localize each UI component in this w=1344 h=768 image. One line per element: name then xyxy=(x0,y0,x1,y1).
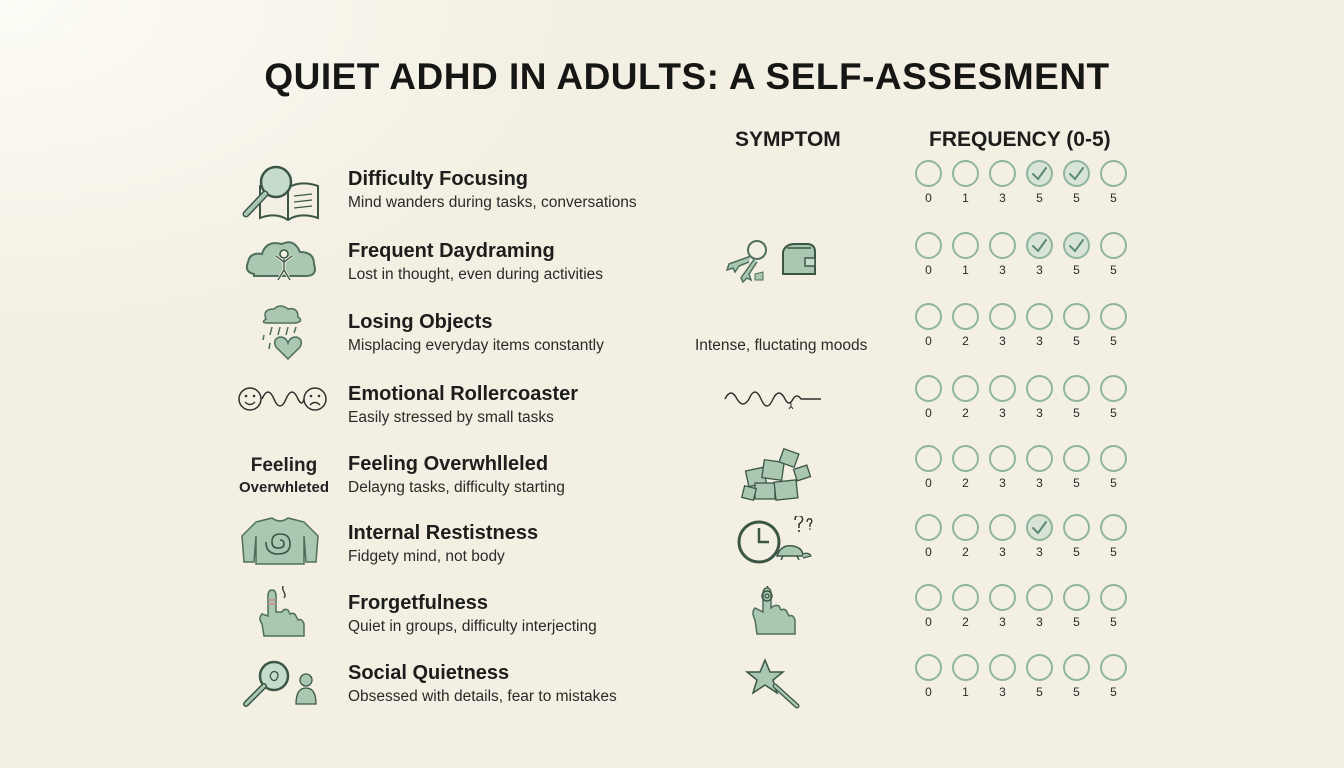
frequency-number: 3 xyxy=(999,685,1006,699)
wave-line-icon xyxy=(705,377,845,447)
frequency-option[interactable] xyxy=(1100,303,1127,330)
hand-spiral-icon xyxy=(705,586,845,656)
frequency-number: 2 xyxy=(962,615,969,629)
frequency-number: 5 xyxy=(1073,545,1080,559)
frequency-option[interactable] xyxy=(989,375,1016,402)
frequency-option[interactable] xyxy=(1063,514,1090,541)
frequency-option[interactable] xyxy=(989,654,1016,681)
frequency-option[interactable] xyxy=(1026,303,1053,330)
frequency-number: 2 xyxy=(962,406,969,420)
frequency-option[interactable] xyxy=(952,654,979,681)
assessment-row xyxy=(0,383,1344,453)
frequency-option[interactable] xyxy=(1063,445,1090,472)
frequency-option[interactable] xyxy=(1026,654,1053,681)
frequency-number: 5 xyxy=(1073,334,1080,348)
frequency-option[interactable] xyxy=(989,514,1016,541)
check-icon xyxy=(1068,237,1085,254)
frequency-scale xyxy=(915,445,1135,501)
frequency-option[interactable] xyxy=(915,584,942,611)
check-icon xyxy=(1068,165,1085,182)
frequency-option[interactable] xyxy=(1063,654,1090,681)
frequency-scale xyxy=(915,375,1135,431)
frequency-option[interactable] xyxy=(915,375,942,402)
frequency-number: 0 xyxy=(925,685,932,699)
row-description: Easily stressed by small tasks xyxy=(348,409,554,426)
frequency-option[interactable] xyxy=(1100,445,1127,472)
symptom-column-header: SYMPTOM xyxy=(735,128,841,151)
row-title: Feeling Overwhlleled xyxy=(348,453,549,475)
frequency-option-checked[interactable] xyxy=(1026,514,1053,541)
assessment-row xyxy=(0,592,1344,662)
frequency-scale xyxy=(915,232,1135,288)
frequency-number: 0 xyxy=(925,545,932,559)
star-wand-icon xyxy=(705,656,845,726)
frequency-number: 5 xyxy=(1036,191,1043,205)
frequency-number: 5 xyxy=(1110,191,1117,205)
magnifier-book-icon xyxy=(232,162,328,228)
row-title: Emotional Rollercoaster xyxy=(348,383,579,405)
row-description: Mind wanders during tasks, conversations xyxy=(348,194,637,211)
frequency-number: 5 xyxy=(1073,191,1080,205)
frequency-option[interactable] xyxy=(989,584,1016,611)
frequency-option[interactable] xyxy=(1100,232,1127,259)
row-description: Fidgety mind, not body xyxy=(348,548,505,565)
frequency-option[interactable] xyxy=(952,303,979,330)
frequency-option[interactable] xyxy=(915,514,942,541)
frequency-number: 3 xyxy=(1036,406,1043,420)
frequency-number: 0 xyxy=(925,615,932,629)
pile-of-boxes-icon xyxy=(705,447,845,517)
row-description: Obsessed with details, fear to mistakes xyxy=(348,688,617,705)
frequency-number: 3 xyxy=(1036,615,1043,629)
frequency-option[interactable] xyxy=(915,232,942,259)
frequency-number: 5 xyxy=(1110,615,1117,629)
sweater-spiral-icon xyxy=(232,516,328,582)
assessment-row xyxy=(0,311,1344,381)
frequency-option[interactable] xyxy=(1100,654,1127,681)
frequency-option-checked[interactable] xyxy=(1026,160,1053,187)
frequency-option[interactable] xyxy=(1100,514,1127,541)
frequency-number: 1 xyxy=(962,685,969,699)
frequency-number: 3 xyxy=(999,476,1006,490)
frequency-number: 2 xyxy=(962,545,969,559)
row-title: Frorgetfulness xyxy=(348,592,489,614)
frequency-number: 1 xyxy=(962,191,969,205)
frequency-number: 3 xyxy=(1036,476,1043,490)
frequency-number: 5 xyxy=(1110,685,1117,699)
frequency-option[interactable] xyxy=(915,160,942,187)
magnifier-person-icon xyxy=(232,656,328,722)
check-icon xyxy=(1031,519,1048,536)
frequency-number: 5 xyxy=(1036,685,1043,699)
row-description: Lost in thought, even during activities xyxy=(348,266,604,283)
check-icon xyxy=(1031,237,1048,254)
row-title: Social Quietness xyxy=(348,662,510,684)
assessment-row xyxy=(0,168,1344,238)
frequency-number: 3 xyxy=(999,191,1006,205)
assessment-row xyxy=(0,240,1344,310)
assessment-row xyxy=(0,522,1344,592)
frequency-number: 3 xyxy=(999,334,1006,348)
clock-turtle-icon xyxy=(705,516,845,586)
frequency-option[interactable] xyxy=(989,232,1016,259)
assessment-row xyxy=(0,662,1344,732)
frequency-option[interactable] xyxy=(989,445,1016,472)
frequency-number: 5 xyxy=(1073,406,1080,420)
row-title: Internal Restistness xyxy=(348,522,539,544)
frequency-option[interactable] xyxy=(989,160,1016,187)
frequency-number: 3 xyxy=(999,406,1006,420)
frequency-option[interactable] xyxy=(915,445,942,472)
frequency-option[interactable] xyxy=(952,160,979,187)
frequency-option[interactable] xyxy=(1063,303,1090,330)
frequency-number: 5 xyxy=(1073,476,1080,490)
page-title: QUIET ADHD IN ADULTS: A SELF-ASSESMENT xyxy=(264,56,1110,97)
frequency-option[interactable] xyxy=(952,232,979,259)
frequency-option-checked[interactable] xyxy=(1026,232,1053,259)
frequency-option-checked[interactable] xyxy=(1063,232,1090,259)
frequency-option[interactable] xyxy=(1063,375,1090,402)
assessment-row xyxy=(0,453,1344,523)
frequency-option[interactable] xyxy=(1100,375,1127,402)
finger-string-icon xyxy=(232,586,328,652)
feeling-overwhelmed-label xyxy=(224,455,344,496)
frequency-number: 5 xyxy=(1110,334,1117,348)
frequency-option[interactable] xyxy=(952,445,979,472)
thought-cloud-person-icon xyxy=(232,234,328,300)
frequency-option[interactable] xyxy=(952,514,979,541)
frequency-number: 3 xyxy=(1036,545,1043,559)
frequency-number: 3 xyxy=(999,545,1006,559)
frequency-option[interactable] xyxy=(1063,584,1090,611)
frequency-option[interactable] xyxy=(1026,375,1053,402)
left-label-line-2: Overwhleted xyxy=(238,479,330,496)
frequency-number: 5 xyxy=(1073,263,1080,277)
row-title: Frequent Daydraming xyxy=(348,240,555,262)
row-description: Delayng tasks, difficulty starting xyxy=(348,479,565,496)
keys-wallet-icon xyxy=(705,234,845,304)
frequency-number: 5 xyxy=(1073,685,1080,699)
frequency-number: 3 xyxy=(1036,263,1043,277)
frequency-number: 3 xyxy=(1036,334,1043,348)
frequency-scale xyxy=(915,654,1135,710)
mood-wave-faces-icon xyxy=(232,377,328,443)
check-icon xyxy=(1031,165,1048,182)
rain-cloud-heart-icon xyxy=(232,305,328,371)
frequency-option[interactable] xyxy=(915,654,942,681)
frequency-number: 0 xyxy=(925,334,932,348)
frequency-option-checked[interactable] xyxy=(1063,160,1090,187)
frequency-number: 0 xyxy=(925,191,932,205)
frequency-option[interactable] xyxy=(1100,160,1127,187)
left-label-line-1: Feeling xyxy=(250,455,318,476)
frequency-number: 5 xyxy=(1073,615,1080,629)
symptom-description: Intense, fluctating moods xyxy=(695,337,868,354)
frequency-number: 5 xyxy=(1110,476,1117,490)
frequency-scale xyxy=(915,584,1135,640)
frequency-scale xyxy=(915,303,1135,359)
row-description: Misplacing everyday items constantly xyxy=(348,337,604,354)
frequency-number: 5 xyxy=(1110,406,1117,420)
frequency-option[interactable] xyxy=(952,584,979,611)
row-title: Losing Objects xyxy=(348,311,493,333)
frequency-number: 0 xyxy=(925,263,932,277)
frequency-scale xyxy=(915,160,1135,216)
frequency-number: 2 xyxy=(962,476,969,490)
frequency-option[interactable] xyxy=(1100,584,1127,611)
frequency-scale xyxy=(915,514,1135,570)
row-description: Quiet in groups, difficulty interjecting xyxy=(348,618,597,635)
row-title: Difficulty Focusing xyxy=(348,168,528,190)
frequency-option[interactable] xyxy=(989,303,1016,330)
frequency-number: 5 xyxy=(1110,263,1117,277)
frequency-number: 3 xyxy=(999,263,1006,277)
frequency-number: 1 xyxy=(962,263,969,277)
frequency-option[interactable] xyxy=(915,303,942,330)
frequency-number: 0 xyxy=(925,476,932,490)
frequency-number: 5 xyxy=(1110,545,1117,559)
frequency-number: 3 xyxy=(999,615,1006,629)
frequency-number: 0 xyxy=(925,406,932,420)
frequency-option[interactable] xyxy=(952,375,979,402)
frequency-number: 2 xyxy=(962,334,969,348)
frequency-option[interactable] xyxy=(1026,445,1053,472)
frequency-option[interactable] xyxy=(1026,584,1053,611)
frequency-column-header: FREQUENCY (0-5) xyxy=(929,128,1111,151)
